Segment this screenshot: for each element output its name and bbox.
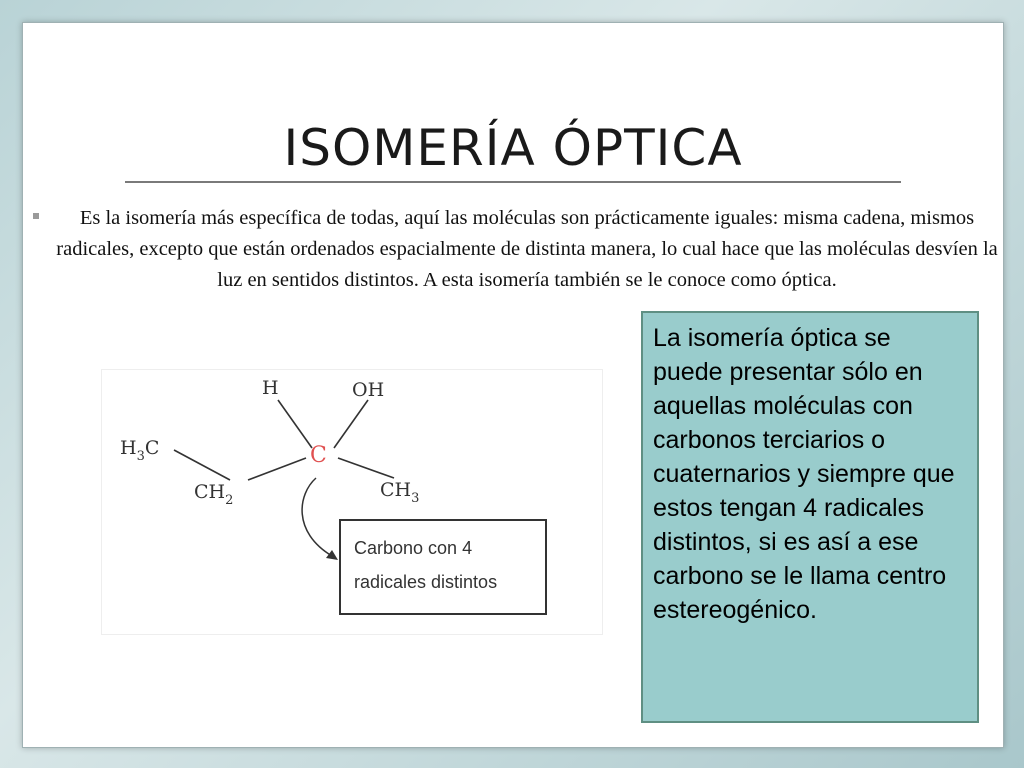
atom-center-carbon: C [310,443,327,468]
bond-ch2-c [248,458,306,480]
callout-box: La isomería óptica se puede presentar sólo en aquellas moléculas con carbonos terciarios o cuaternarios y siempre que estos tengan 4 radicales distintos, si es así a ese carbono se le llama centro estereogénico. [641,311,979,723]
slide-title: ISOMERÍA ÓPTICA [283,119,743,177]
ch2-ch: CH [194,481,226,503]
bond-h3c-ch2 [174,450,230,480]
h3c-c: C [144,437,160,459]
arrow-head [326,550,338,560]
h3c-h: H [120,437,137,459]
title-underline [125,181,901,183]
h3c-subscript: 3 [136,449,145,464]
label-box [340,520,546,614]
arrow-curve [302,478,332,556]
molecule-diagram [101,369,603,635]
slide [22,22,1004,748]
group-h3c [120,437,159,464]
atom-oh: OH [352,379,385,401]
bond-c-ch3 [338,458,394,478]
ch2-subscript: 2 [225,493,234,508]
group-ch2 [194,481,233,508]
bond-oh [334,400,368,448]
bullet-icon [33,213,39,219]
ch3-subscript: 3 [411,491,420,506]
body-paragraph: Es la isomería más específica de todas, aquí las moléculas son prácticamente iguales: misma cadena, mismos radicales, excepto que están ordenados espacialmente de distinta manera, lo cual hace que las moléculas desvíen la luz en sentidos distintos. A esta isomería también se le conoce como óptica. [56,207,998,291]
molecule-svg [102,370,602,634]
atom-h: H [262,377,279,399]
ch3-ch: CH [380,479,412,501]
label-line-2: radicales distintos [354,572,498,592]
bond-h [278,400,312,448]
group-ch3 [380,479,419,506]
label-line-1: Carbono con 4 [354,538,473,558]
